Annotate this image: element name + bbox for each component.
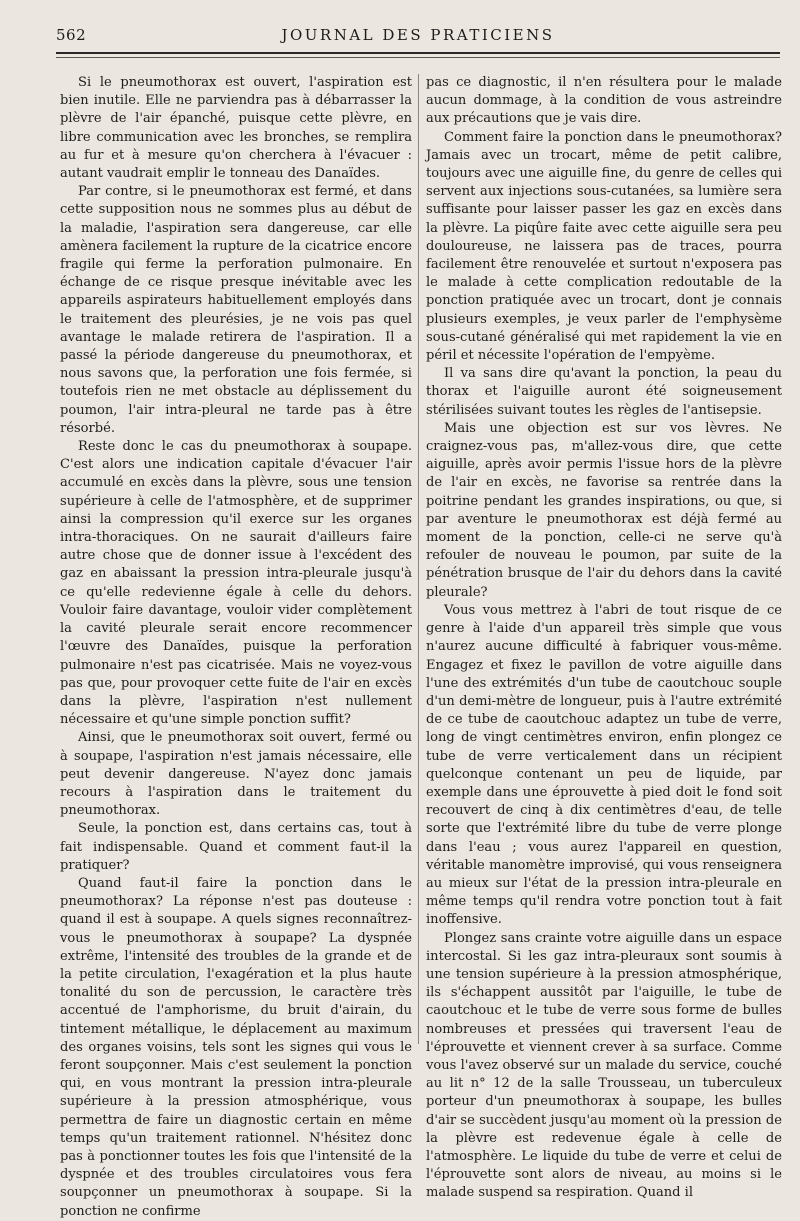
column-divider [418, 74, 419, 1044]
page-header [56, 22, 780, 54]
running-title: JOURNAL DES PRATICIENS [281, 26, 555, 44]
paragraph: Ainsi, que le pneumothorax soit ouvert, fermé ou à soupape, l'aspiration n'est jamais nécessaire, elle peut devenir dangereuse. N'ayez donc jamais recours à l'aspiration dans le traitement du pneumothorax. [60, 730, 412, 819]
paragraph: Seule, la ponction est, dans certains cas, tout à fait indispensable. Quand et comment faut-il la pratiquer? [60, 821, 412, 873]
paragraph: Comment faire la ponction dans le pneumothorax? Jamais avec un trocart, même de petit calibre, toujours avec une aiguille fine, du genre de celles qui servent aux injections sous-cutanées, sa lumière sera suffisante pour laisser passer les gaz en excès dans la plèvre. La piqûre faite avec cette aiguille sera peu douloureuse, ne laissera pas de traces, pourra facilement être renouvelée et surtout n'exposera pas le malade à cette complication redoutable de la ponction pratiquée avec un trocart, dont je connais plusieurs exemples, je veux parler de l'emphysème sous-cutané généralisé qui met rapidement la vie en péril et nécessite l'opération de l'empyème. [426, 129, 782, 364]
paragraph: Par contre, si le pneumothorax est fermé, et dans cette supposition nous ne sommes plus au début de la maladie, l'aspiration sera dangereuse, car elle amènera facilement la rupture de la cicatrice encore fragile qui ferme la perforation pulmonaire. En échange de ce risque presque inévitable avec les appareils aspirateurs habituellement employés dans le traitement des pleurésies, je ne vois pas quel avantage le malade retirera de l'aspiration. Il a passé la période dangereuse du pneumothorax, et nous savons que, la perforation une fois fermée, si toutefois rien ne met obstacle au déplissement du poumon, l'air intra-pleural ne tarde pas à être résorbé. [60, 184, 412, 436]
right-column [426, 74, 782, 1203]
paragraph-continued: pas ce diagnostic, il n'en résultera pour le malade aucun dommage, à la condition de vous astreindre aux précautions que je vais dire. [426, 75, 782, 127]
paragraph: Reste donc le cas du pneumothorax à soupape. C'est alors une indication capitale d'évacuer l'air accumulé en excès dans la plèvre, sous une tension supérieure à celle de l'atmosphère, et de supprimer ainsi la compression qu'il exerce sur les organes intra-thoraciques. On ne saurait d'ailleurs faire autre chose que de donner issue à l'excédent des gaz en abaissant la pression intra-pleurale jusqu'à ce qu'elle redevienne égale à celle du dehors. Vouloir faire davantage, vouloir vider complètement la cavité pleurale serait encore recommencer l'œuvre des Danaïdes, puisque la perforation pulmonaire n'est pas cicatrisée. Mais ne voyez-vous pas que, pour provoquer cette fuite de l'air en excès dans la plèvre, l'aspiration n'est nullement nécessaire et qu'une simple ponction suffit? [60, 439, 412, 728]
left-column [60, 74, 412, 1221]
paragraph: Il va sans dire qu'avant la ponction, la peau du thorax et l'aiguille auront été soigneusement stérilisées suivant toutes les règles de l'antisepsie. [426, 366, 782, 418]
header-rule [56, 57, 780, 58]
paragraph: Si le pneumothorax est ouvert, l'aspiration est bien inutile. Elle ne parviendra pas à débarrasser la plèvre de l'air épanché, puisque cette plèvre, en libre communication avec les bronches, se remplira au fur et à mesure qu'on cherchera à l'évacuer : autant vaudrait emplir le tonneau des Danaïdes. [60, 75, 412, 182]
page-number: 562 [56, 26, 87, 44]
paragraph: Quand faut-il faire la ponction dans le pneumothorax? La réponse n'est pas douteuse : quand il est à soupape. A quels signes reconnaîtrez-vous le pneumothorax à soupape? La dyspnée extrême, l'intensité des troubles de la grande et de la petite circulation, l'exagération et la plus haute tonalité du son de percussion, le caractère très accentué de l'amphorisme, du bruit d'airain, du tintement métallique, le déplacement au maximum des organes voisins, tels sont les signes qui vous le feront soupçonner. Mais c'est seulement la ponction qui, en vous montrant la pression intra-pleurale supérieure à la pression atmosphérique, vous permettra de faire un diagnostic certain en même temps qu'un traitement rationnel. N'hésitez donc pas à ponctionner toutes les fois que l'intensité de la dyspnée et des troubles circulatoires vous fera soupçonner un pneumothorax à soupape. Si la ponction ne confirme [60, 875, 412, 1219]
paragraph: Mais une objection est sur vos lèvres. Ne craignez-vous pas, m'allez-vous dire, que cette aiguille, après avoir permis l'issue hors de la plèvre de l'air en excès, ne favorise sa rentrée dans la poitrine pendant les grandes inspirations, ou que, si par aventure le pneumothorax est déjà fermé au moment de la ponction, celle-ci ne serve qu'à refouler de nouveau le poumon, par suite de la pénétration brusque de l'air du dehors dans la cavité pleurale? [426, 420, 782, 600]
paragraph: Plongez sans crainte votre aiguille dans un espace intercostal. Si les gaz intra-pleuraux sont soumis à une tension supérieure à la pression atmosphérique, ils s'échappent aussitôt par l'aiguille, le tube de caoutchouc et le tube de verre sous forme de bulles nombreuses et pressées qui traversent l'eau de l'éprouvette et viennent crever à sa surface. Comme vous l'avez observé sur un malade du service, couché au lit n° 12 de la salle Trousseau, un tuberculeux porteur d'un pneumothorax à soupape, les bulles d'air se succèdent jusqu'au moment où la pression de la plèvre est redevenue égale à celle de l'atmosphère. Le liquide du tube de verre et celui de l'éprouvette sont alors de niveau, au moins si le malade suspend sa respiration. Quand il [426, 930, 782, 1201]
paragraph: Vous vous mettrez à l'abri de tout risque de ce genre à l'aide d'un appareil très simple que vous n'aurez aucune difficulté à fabriquer vous-même. Engagez et fixez le pavillon de votre aiguille dans l'une des extrémités d'un tube de caoutchouc souple d'un demi-mètre de longueur, puis à l'autre extrémité de ce tube de caoutchouc adaptez un tube de verre, long de vingt centimètres environ, enfin plongez ce tube de verre verticalement dans un récipient quelconque contenant un peu de liquide, par exemple dans une éprouvette à pied doit le fond soit recouvert de cinq à dix centimètres d'eau, de telle sorte que l'extrémité libre du tube de verre plonge dans l'eau ; vous aurez l'appareil en question, véritable manomètre improvisé, qui vous renseignera au mieux sur l'état de la pression intra-pleurale en même temps qu'il rendra votre ponction tout à fait inoffensive. [426, 602, 782, 928]
